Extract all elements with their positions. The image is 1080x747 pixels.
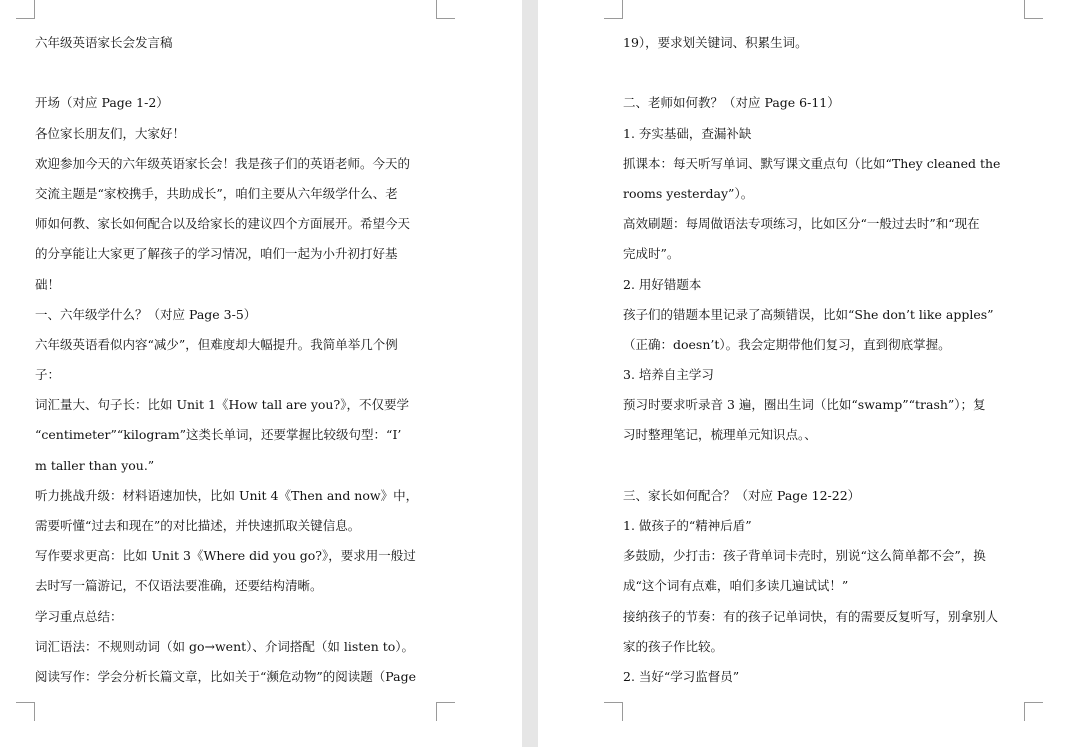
sub-heading: 1. 做孩子的“精神后盾” — [623, 518, 752, 533]
margin-corner-mark — [436, 702, 455, 721]
section-heading: 三、家长如何配合？（对应 Page 12-22） — [623, 487, 861, 503]
section-heading: 开场（对应 Page 1-2） — [35, 95, 169, 111]
text-line: rooms yesterday”）。 — [623, 185, 754, 201]
text-line: 成“这个词有点难，咱们多读几遍试试！” — [623, 578, 849, 594]
sub-heading: 1. 夯实基础，查漏补缺 — [623, 125, 752, 141]
text-line: 家的孩子作比较。 — [623, 638, 724, 654]
text-line: 的分享能让大家更了解孩子的学习情况，咱们一起为小升初打好基 — [35, 246, 398, 262]
sub-heading: 3. 培养自主学习 — [623, 367, 714, 383]
margin-corner-mark — [604, 0, 623, 19]
text-line: 接纳孩子的节奏：有的孩子记单词快，有的需要反复听写，别拿别人 — [623, 608, 999, 624]
text-line: 学习重点总结： — [35, 608, 123, 624]
text-line: 欢迎参加今天的六年级英语家长会！我是孩子们的英语老师。今天的 — [35, 155, 411, 171]
text-line — [623, 58, 1000, 88]
section-heading: 二、老师如何教？（对应 Page 6-11） — [623, 95, 840, 111]
margin-corner-mark — [604, 702, 623, 721]
text-line: 需要听懂“过去和现在”的对比描述，并快速抓取关键信息。 — [35, 518, 361, 533]
text-line: 预习时要求听录音 3 遍，圈出生词（比如“swamp”“trash”）；复 — [623, 397, 986, 413]
page-text[interactable] — [623, 28, 1000, 692]
text-line: 子： — [35, 367, 61, 383]
section-heading: 一、六年级学什么？（对应 Page 3-5） — [35, 306, 257, 322]
text-line: 词汇量大、句子长：比如 Unit 1《How tall are you?》，不仅要学 — [35, 397, 409, 413]
text-line: m taller than you.” — [35, 457, 155, 473]
text-line: 听力挑战升级：材料语速加快，比如 Unit 4《Then and now》中， — [35, 487, 419, 503]
text-line: 去时写一篇游记，不仅语法要准确，还要结构清晰。 — [35, 578, 323, 594]
text-line: 词汇语法：不规则动词（如 go→went）、介词搭配（如 listen to）。 — [35, 638, 415, 654]
text-line — [35, 58, 418, 88]
text-line: 抓课本：每天听写单词、默写课文重点句（比如“They cleaned the — [623, 155, 1001, 171]
sub-heading: 2. 用好错题本 — [623, 276, 702, 292]
text-line: 各位家长朋友们，大家好！ — [35, 125, 186, 141]
text-line: 孩子们的错题本里记录了高频错误，比如“She don’t like apples” — [623, 306, 994, 322]
text-line: 高效刷题：每周做语法专项练习，比如区分“一般过去时”和“现在 — [623, 216, 980, 232]
margin-corner-mark — [1024, 702, 1043, 721]
margin-corner-mark — [1024, 0, 1043, 19]
margin-corner-mark — [16, 702, 35, 721]
text-line: 习时整理笔记，梳理单元知识点。、 — [623, 427, 817, 443]
text-line: 六年级英语看似内容“减少”，但难度却大幅提升。我简单举几个例 — [35, 336, 398, 352]
page-text[interactable] — [35, 28, 418, 692]
text-line: 阅读写作：学会分析长篇文章，比如关于“濒危动物”的阅读题（Page — [35, 668, 416, 684]
text-line: “centimeter”“kilogram”这类长单词，还要掌握比较级句型：“I’ — [35, 427, 402, 443]
document-page-left — [0, 0, 522, 747]
text-line: 础！ — [35, 276, 61, 292]
text-line: 19），要求划关键词、积累生词。 — [623, 35, 808, 50]
text-line: （正确：doesn’t）。我会定期带他们复习，直到彻底掌握。 — [623, 336, 951, 352]
text-line: 完成时”。 — [623, 246, 680, 262]
text-line: 写作要求更高：比如 Unit 3《Where did you go?》，要求用一般过 — [35, 548, 416, 564]
document-page-right — [538, 0, 1080, 747]
text-line: 多鼓励，少打击：孩子背单词卡壳时，别说“这么简单都不会”，换 — [623, 548, 986, 564]
sub-heading: 2. 当好“学习监督员” — [623, 668, 740, 684]
margin-corner-mark — [16, 0, 35, 19]
text-line: 交流主题是“家校携手，共助成长”，咱们主要从六年级学什么、老 — [35, 185, 398, 201]
text-line: 师如何教、家长如何配合以及给家长的建议四个方面展开。希望今天 — [35, 216, 411, 232]
doc-title: 六年级英语家长会发言稿 — [35, 35, 173, 50]
text-line — [623, 451, 1000, 481]
margin-corner-mark — [436, 0, 455, 19]
